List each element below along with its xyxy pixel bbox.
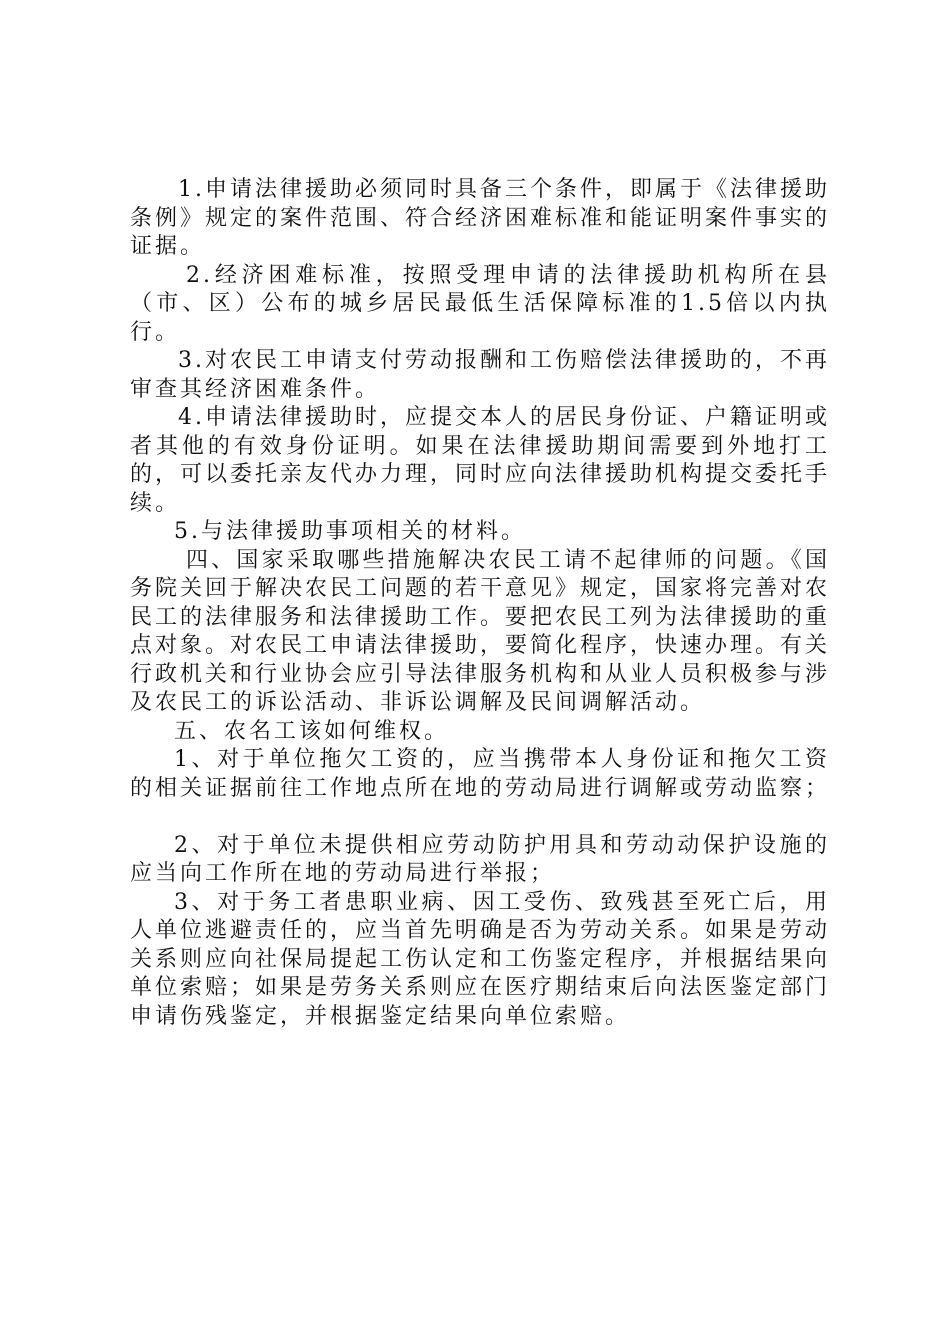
paragraph-condition-2: 2.经济困难标准，按照受理申请的法律援助机构所在县（市、区）公布的城乡居民最低生活保障标准的1.5倍以内执行。 — [130, 262, 830, 345]
paragraph-condition-3: 3.对农民工申请支付劳动报酬和工伤赔偿法律援助的，不再审查其经济困难条件。 — [130, 348, 830, 402]
paragraph-condition-1: 1.申请法律援助必须同时具备三个条件，即属于《法律援助条例》规定的案件范围、符合经济困难标准和能证明案件事实的证据。 — [130, 177, 831, 259]
paragraph-rights-3: 3、对于务工者患职业病、因工受伤、致残甚至死亡后，用人单位逃避责任的，应当首先明确是否为劳动关系。如果是劳动关系则应向社保局提起工伤认定和工伤鉴定程序，并根据结果向单位索赔；如果是劳务关系则应在医疗期结束后向法医鉴定部门申请伤残鉴定，并根据鉴定结果向单位索赔。 — [130, 889, 831, 1029]
paragraph-section-five-heading: 五、农名工该如何维权。 — [174, 718, 450, 744]
paragraph-section-four: 四、国家采取哪些措施解决农民工请不起律师的问题。《国务院关回于解决农民工问题的若干意见》规定，国家将完善对农民工的法律服务和法律援助工作。要把农民工列为法律援助的重点对象。对农民工申请法律援助，要简化程序，快速办理。有关行政机关和行业协会应引导法律服务机构和从业人员积极参与涉及农民工的诉讼活动、非诉讼调解及民间调解活动。 — [130, 547, 831, 715]
document-body — [130, 176, 830, 1031]
paragraph-rights-2: 2、对于单位未提供相应劳动防护用具和劳动动保护设施的应当向工作所在地的劳动局进行举报； — [130, 832, 830, 886]
paragraph-condition-4: 4.申请法律援助时，应提交本人的居民身份证、户籍证明或者其他的有效身份证明。如果在法律援助期间需要到外地打工的，可以委托亲友代办力理，同时应向法律援助机构提交委托手续。 — [130, 405, 831, 516]
paragraph-rights-1: 1、对于单位拖欠工资的，应当携带本人身份证和拖欠工资的相关证据前往工作地点所在地的劳动局进行调解或劳动监察； — [130, 747, 831, 801]
paragraph-condition-5: 5.与法律援助事项相关的材料。 — [174, 519, 526, 544]
paragraph-spacer — [130, 803, 830, 832]
